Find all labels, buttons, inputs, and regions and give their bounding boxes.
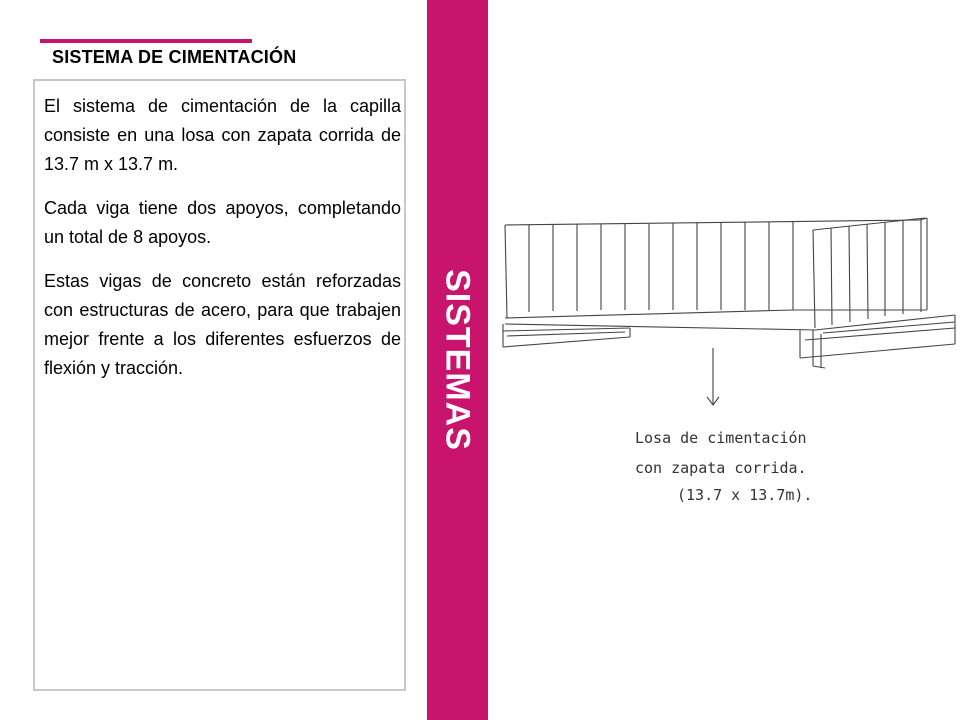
caption-line-3: (13.7 x 13.7m). — [677, 486, 813, 504]
side-label: SISTEMAS — [438, 269, 477, 451]
title-accent-line — [40, 39, 252, 43]
foundation-sketch — [495, 200, 960, 510]
paragraph-reinforcement: Estas vigas de concreto están reforzadas con estructuras de acero, para que trabajen mejor frente a los diferentes esfuerzos de flexión y tracción. — [44, 271, 401, 378]
sketch-lines — [503, 218, 955, 405]
text-body — [44, 92, 401, 398]
paragraph-supports: Cada viga tiene dos apoyos, completando un total de 8 apoyos. — [44, 198, 401, 247]
caption-line-1: Losa de cimentación — [635, 429, 807, 447]
section-title: SISTEMA DE CIMENTACIÓN — [52, 47, 297, 67]
paragraph-foundation: El sistema de cimentación de la capilla consiste en una losa con zapata corrida de 13.7 m x 13.7 m. — [44, 96, 401, 174]
caption-line-2: con zapata corrida. — [635, 459, 807, 477]
